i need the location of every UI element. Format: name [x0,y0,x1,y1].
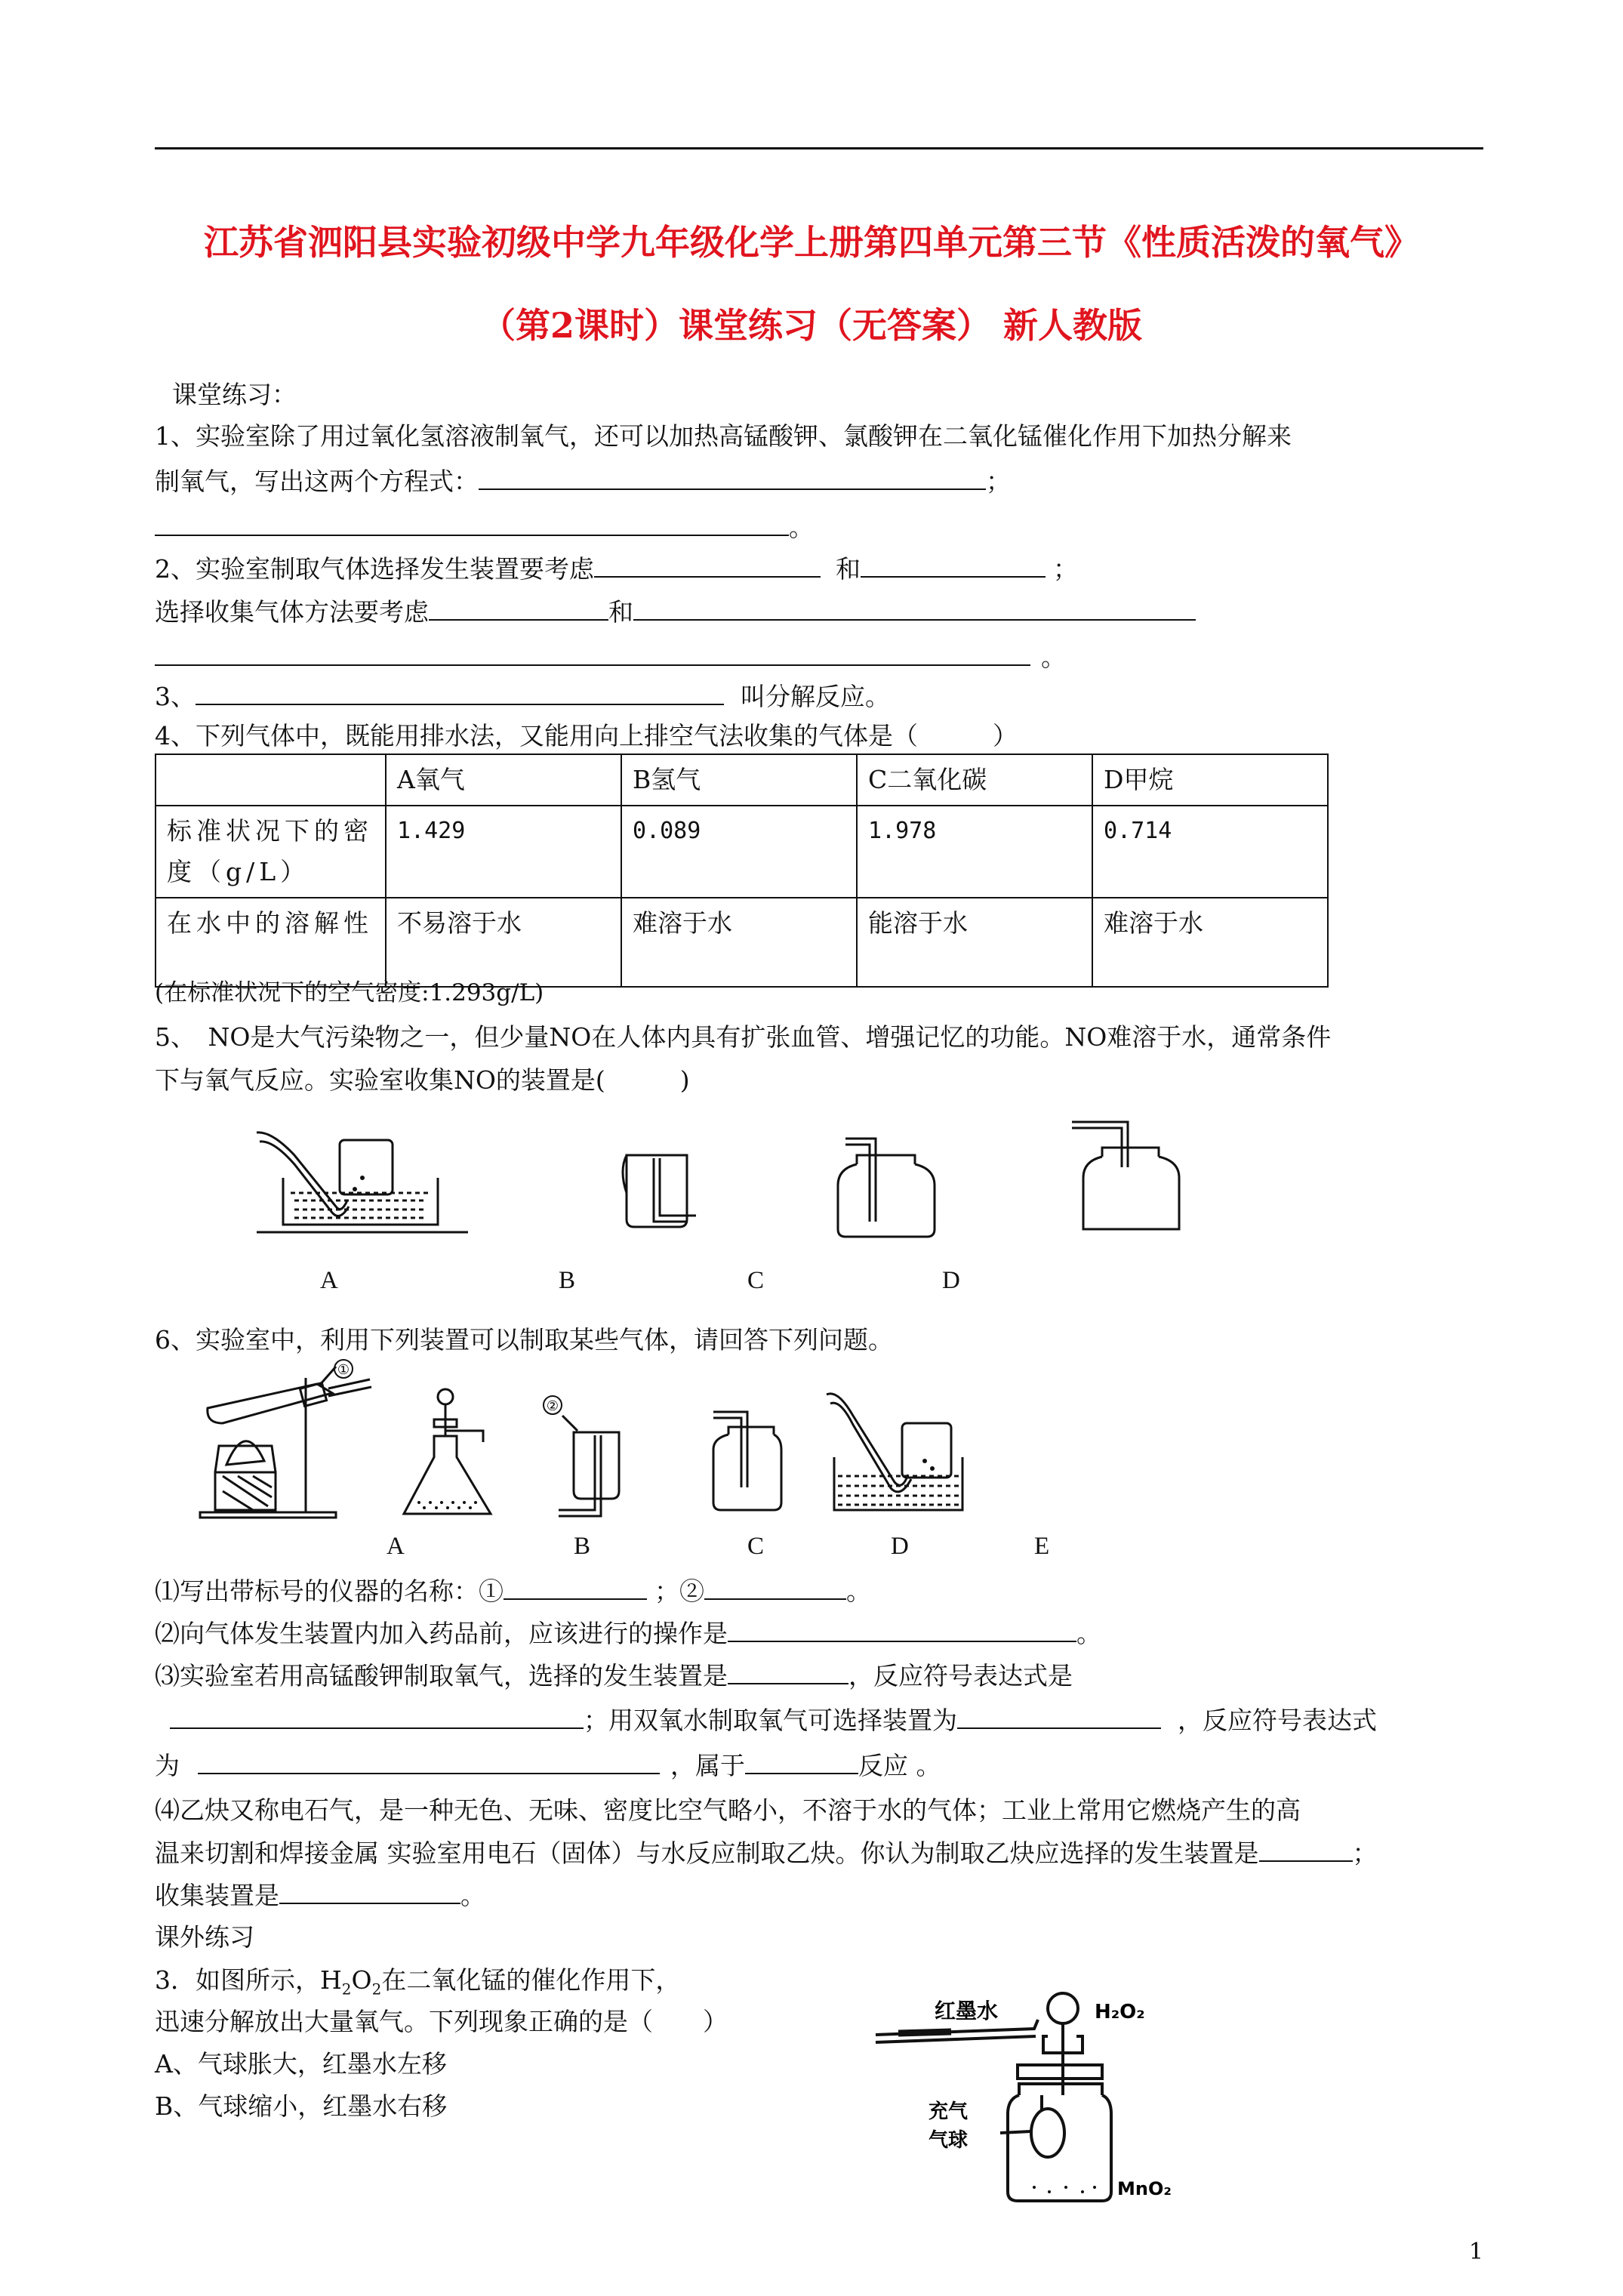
q5-apparatus-d-bottle [1064,1117,1193,1238]
e3-text-a: 3．如图所示，H [155,1965,342,1995]
e3-label-mno2: MnO₂ [1117,2178,1172,2199]
q1-line1: 1、实验室除了用过氧化氢溶液制氧气，还可以加热高锰酸钾、氯酸钾在二氧化锰催化作用下加热分解来 [155,421,1292,451]
q6-part2-end: 。 [1076,1619,1101,1648]
q3-tail: 叫分解反应。 [741,682,890,711]
q6-part3-text-c: ；用双氧水制取氧气可选择装置为 [584,1706,957,1735]
e3-label-h2o2: H₂O₂ [1095,2001,1145,2023]
q2-and-2: 和 [608,597,633,627]
q2-line3 [155,642,1066,673]
q6-part4-end: 。 [460,1881,485,1910]
q6-apparatus-e-water-trough [819,1385,970,1518]
q4-air-density-note: (在标准状况下的空气密度:1.293g/L) [155,979,544,1006]
q2-blank-4[interactable] [633,596,1196,621]
table-header-row [156,754,1328,806]
table-row [156,898,1328,987]
q1-answer-blank-1[interactable] [479,466,986,490]
e3-text-b: O [351,1965,372,1995]
q2-semicolon: ； [1053,554,1078,584]
q5-label-a: A [320,1267,338,1294]
q6-part4-line1: ⑷乙炔又称电石气，是一种无色、无味、密度比空气略小，不溶于水的气体；工业上常用它燃烧产生的高 [155,1795,1301,1825]
table-cell: 能溶于水 [857,898,1092,987]
section-classroom: 课堂练习： [172,380,297,409]
e3-apparatus-figure [868,1989,1185,2208]
e3-line2: 迅速分解放出大量氧气。下列现象正确的是（ ） [155,2007,728,2036]
q6-part3-line3 [155,1750,941,1781]
q2-line1 [155,553,1078,584]
table-cell: 难溶于水 [1092,898,1328,987]
q6-part3-text-d: ，反应符号表达式 [1178,1706,1377,1735]
q1-period: 。 [789,513,814,542]
e3-label-balloon-2: 气球 [929,2129,969,2152]
q6-part3-line2 [155,1705,1377,1736]
q6-marker-2: ② [546,1398,559,1414]
q1-answer-blank-2[interactable] [155,512,789,536]
e3-option-b: B、气球缩小，红墨水右移 [155,2091,448,2121]
header-rule [155,147,1483,149]
table-cell: 0.714 [1092,806,1328,898]
q5-label-b: B [559,1267,576,1294]
q6-part1-blank-2[interactable] [704,1576,846,1600]
q6-apparatus-a-heating-stand [192,1363,374,1525]
e3-text-c: 在二氧化锰的催化作用下， [381,1965,681,1995]
table-row-label-density: 标准状况下的密度（g/L） [156,806,386,898]
q3-line [155,681,890,712]
table-row-label-solubility: 在水中的溶解性 [156,898,386,987]
q1-line2-text: 制氧气，写出这两个方程式： [155,467,479,496]
q2-line2 [155,596,1196,627]
q5-line1: 5、 NO是大气污染物之一，但少量NO在人体内具有扩张血管、增强记忆的功能。NO难溶于水，通常条件 [155,1022,1332,1052]
e3-sub-1: 2 [341,1980,352,1999]
q2-period: 。 [1041,643,1066,672]
e3-option-a: A、气球胀大，红墨水左移 [155,2049,447,2079]
q2-blank-1[interactable] [594,553,821,578]
table-cell: 不易溶于水 [386,898,621,987]
table-cell: 1.978 [857,806,1092,898]
q6-label-a: A [387,1533,405,1560]
q6-part3-text-b: ，反应符号表达式是 [848,1661,1073,1690]
q6-part1-end: 。 [846,1576,871,1606]
q6-part1-blank-1[interactable] [504,1576,647,1600]
q2-and-1: 和 [836,554,861,584]
q6-part1-mid: ；② [654,1576,704,1606]
q6-label-e: E [1034,1533,1050,1560]
q2-blank-2[interactable] [861,553,1046,578]
q6-part2-blank[interactable] [728,1618,1076,1642]
q6-part1 [155,1576,871,1607]
q6-part3-text-a: ⑶实验室若用高锰酸钾制取氧气，选择的发生装置是 [155,1661,728,1690]
page-subtitle: （第2课时）课堂练习（无答案） 新人教版 [480,305,1143,346]
q6-part4-blank-2[interactable] [279,1880,460,1904]
q1-line3 [155,512,814,543]
q3-number: 3、 [155,682,196,711]
q6-part4-line2 [155,1838,1378,1869]
table-header-b: B氢气 [621,754,857,806]
q5-apparatus-b-bottle [604,1148,717,1238]
q6-apparatus-d-bottle [702,1404,793,1518]
q2-blank-5[interactable] [155,642,1030,666]
q6-part3-text-f: ，属于 [670,1751,745,1780]
q5-label-c: C [747,1267,765,1294]
q4-stem: 4、下列气体中，既能用排水法，又能用向上排空气法收集的气体是（ ） [155,721,1018,750]
q5-apparatus-a-water-trough [249,1125,476,1238]
page-title: 江苏省泗阳县实验初级中学九年级化学上册第四单元第三节《性质活泼的氧气》 [204,222,1419,263]
q5-line2: 下与氧气反应。实验室收集NO的装置是( ) [155,1065,690,1095]
q6-part3-text-e: 为 [155,1751,180,1780]
table-row [156,806,1328,898]
section-extra: 课外练习 [155,1922,254,1952]
e3-sub-2: 2 [371,1980,382,1999]
table-header-d: D甲烷 [1092,754,1328,806]
q5-label-d: D [942,1267,960,1294]
q6-label-c: C [747,1533,765,1560]
table-cell: 0.089 [621,806,857,898]
e3-label-balloon-1: 充气 [929,2100,969,2123]
q6-apparatus-c-bottle [536,1393,649,1521]
q6-part4-semicolon: ； [1352,1838,1378,1868]
q6-stem: 6、实验室中，利用下列装置可以制取某些气体，请回答下列问题。 [155,1325,893,1354]
q6-part3-blank-3[interactable] [957,1705,1161,1729]
q2-line2-text: 选择收集气体方法要考虑 [155,597,429,627]
q6-part3-blank-5[interactable] [745,1750,858,1774]
density-table [155,754,1329,988]
q5-apparatus-c-bottle [830,1133,944,1242]
q6-marker-1: ① [337,1362,350,1378]
table-header-c: C二氧化碳 [857,754,1092,806]
q6-part2 [155,1618,1101,1649]
q6-part4-text-b: 温来切割和焊接金属 实验室用电石（固体）与水反应制取乙炔。你认为制取乙炔应选择的发生装置是 [155,1838,1259,1868]
q6-part3-blank-2[interactable] [170,1705,584,1729]
q6-part4-text-c: 收集装置是 [155,1881,279,1910]
page-number: 1 [1468,2239,1483,2265]
e3-line1 [155,1965,680,2005]
q6-part3-line1 [155,1660,1073,1691]
q2-blank-3[interactable] [429,596,608,621]
q6-apparatus-b-flask [400,1389,502,1521]
q3-blank[interactable] [196,681,724,705]
q2-line1-text: 2、实验室制取气体选择发生装置要考虑 [155,554,594,584]
q6-part3-blank-1[interactable] [728,1660,848,1684]
table-header-a: A氧气 [386,754,621,806]
table-cell: 难溶于水 [621,898,857,987]
q6-label-b: B [574,1533,591,1560]
table-cell [156,754,386,806]
q1-semicolon: ； [986,467,1011,496]
q6-label-d: D [891,1533,909,1560]
q6-part3-text-g: 反应 。 [858,1751,941,1780]
q1-line2 [155,466,1011,497]
q6-part4-line3 [155,1880,485,1911]
q6-part4-blank-1[interactable] [1259,1838,1353,1862]
e3-label-red-ink: 红墨水 [935,1999,999,2023]
q6-part3-blank-4[interactable] [198,1750,660,1774]
q6-part1-text: ⑴写出带标号的仪器的名称：① [155,1576,504,1606]
table-cell: 1.429 [386,806,621,898]
q6-part2-text: ⑵向气体发生装置内加入药品前，应该进行的操作是 [155,1619,728,1648]
